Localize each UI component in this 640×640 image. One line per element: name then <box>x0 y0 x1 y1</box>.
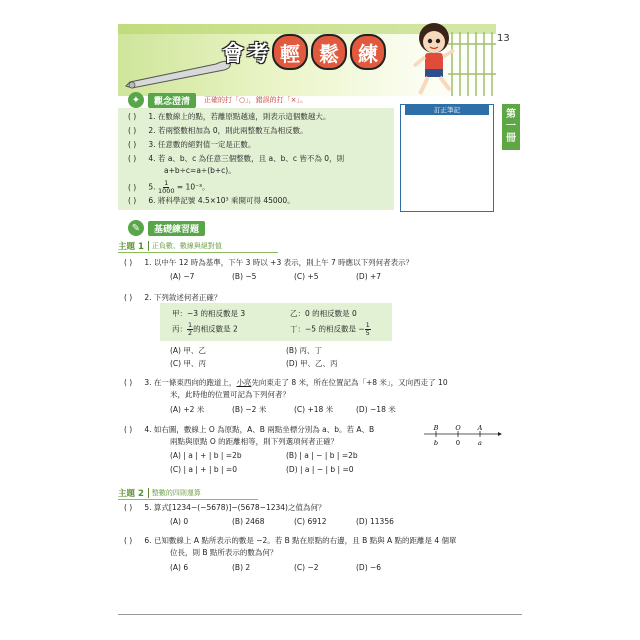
q1-option-a[interactable]: (A) −7 <box>170 272 195 281</box>
answer-paren[interactable]: ( ) <box>124 503 133 512</box>
concept-item-5: ( ) 5. $\frac{1}{1000}$ = 10⁻³。 <box>128 179 210 195</box>
answer-paren[interactable]: ( ) <box>124 378 133 387</box>
bottom-rule <box>118 614 522 615</box>
answer-paren[interactable]: ( ) <box>124 293 133 302</box>
page-number: 13 <box>497 33 510 44</box>
label-A: A <box>477 424 483 432</box>
question-3: ( ) 3. 在一條東西向的跑道上，小亮先向東走了 8 米，所在位置記為「+8 米」，又向西走了 10 <box>124 378 448 387</box>
correction-notes-box[interactable] <box>400 104 494 212</box>
q4-option-b[interactable]: (B) | a | − | b | =2b <box>286 451 358 460</box>
q1-options <box>170 272 418 281</box>
question-2: ( ) 2. 下列敘述何者正確？ <box>124 293 222 302</box>
q6-option-a[interactable]: (A) 6 <box>170 563 189 572</box>
answer-paren[interactable]: ( ) <box>128 182 137 192</box>
fraction: $\frac{1}{1000}$ <box>157 179 175 195</box>
q5-option-d[interactable]: (D) 11356 <box>356 517 394 526</box>
q4-options-row2 <box>170 465 402 474</box>
theme1-rule <box>118 252 278 253</box>
label-O: O <box>455 424 461 432</box>
theme2-rule <box>118 499 258 500</box>
correction-notes-label: 訂正筆記 <box>405 105 489 115</box>
q2-option-a[interactable]: (A) 甲、乙 <box>170 346 206 355</box>
q5-option-a[interactable]: (A) 0 <box>170 517 189 526</box>
q2-statement-bing: 丙： $\frac{1}{2}$ 的相反數是 2 <box>172 321 238 337</box>
label-0: 0 <box>455 439 461 447</box>
q5-option-c[interactable]: (C) 6912 <box>294 517 327 526</box>
concept-label: 觀念澄清 <box>148 93 196 108</box>
tab-char-1: 第 <box>506 109 516 120</box>
q6-option-c[interactable]: (C) −2 <box>294 563 319 572</box>
concept-item-1: ( ) 1. 在數線上的點，若離原點越遠，則表示這個數越大。 <box>128 112 331 121</box>
answer-paren[interactable]: ( ) <box>128 126 137 135</box>
q2-statement-jia: 甲：−3 的相反數是 3 <box>172 309 246 318</box>
q2-option-b[interactable]: (B) 丙、丁 <box>286 346 322 355</box>
concept-item-4: ( ) 4. 若 a、b、c 為任意三個整數，且 a、b、c 皆不為 0，則 <box>128 154 345 163</box>
q2-option-c[interactable]: (C) 甲、丙 <box>170 359 206 368</box>
q2-option-d[interactable]: (D) 甲、乙、丙 <box>286 359 338 368</box>
q6-option-b[interactable]: (B) 2 <box>232 563 251 572</box>
basic-section-header <box>128 220 205 236</box>
q4-options-row1 <box>170 451 402 460</box>
answer-paren[interactable]: ( ) <box>124 258 133 267</box>
concept-item-6: ( ) 6. 將科學記號 4.5×10³ 乘開可得 45000。 <box>128 196 295 205</box>
title-char-4: 鬆 <box>311 34 347 70</box>
question-1: ( ) 1. 以中午 12 時為基準，下午 3 時以 +3 表示，則上午 7 時應以下列何者表示？ <box>124 258 414 267</box>
volume-tab <box>502 104 520 150</box>
label-B: B <box>433 424 439 432</box>
q3-option-d[interactable]: (D) −18 米 <box>356 405 396 414</box>
label-b: b <box>433 439 439 447</box>
concept-section-header <box>128 92 307 108</box>
tab-char-3: 冊 <box>506 133 516 144</box>
title-char-2: 考 <box>247 41 270 67</box>
q2-statement-yi: 乙：0 的相反數是 0 <box>290 309 357 318</box>
basic-label: 基礎練習題 <box>148 221 205 236</box>
theme1-header: 主題 1 正負數、數線與絕對值 <box>118 242 222 252</box>
answer-paren[interactable]: ( ) <box>128 112 137 121</box>
lightbulb-icon: ✦ <box>128 92 144 108</box>
answer-paren[interactable]: ( ) <box>128 140 137 149</box>
question-4: ( ) 4. 如右圖，數線上 O 為原點，A、B 兩點坐標分別為 a、b。若 A、B <box>124 425 375 434</box>
q3-option-a[interactable]: (A) +2 米 <box>170 405 205 414</box>
answer-paren[interactable]: ( ) <box>128 154 137 163</box>
tab-char-2: 一 <box>506 121 516 132</box>
q5-option-b[interactable]: (B) 2468 <box>232 517 265 526</box>
q1-option-c[interactable]: (C) +5 <box>294 272 319 281</box>
page-title <box>222 34 386 70</box>
q5-options <box>170 517 418 526</box>
title-char-3: 輕 <box>272 34 308 70</box>
q4-option-c[interactable]: (C) | a | + | b | =0 <box>170 465 237 474</box>
concept-instruction: 正確的打「○」，錯誤的打「×」。 <box>204 96 307 104</box>
q1-option-d[interactable]: (D) +7 <box>356 272 382 281</box>
q4-option-a[interactable]: (A) | a | + | b | =2b <box>170 451 242 460</box>
question-3-cont: 米，此時他的位置可記為下列何者？ <box>170 390 290 399</box>
q2-options-row1 <box>170 345 402 356</box>
q1-option-b[interactable]: (B) −5 <box>232 272 257 281</box>
label-a: a <box>478 439 482 447</box>
question-5: ( ) 5. 算式[1234−(−5678)]−(5678−1234)之值為何？ <box>124 503 326 512</box>
q4-option-d[interactable]: (D) | a | − | b | =0 <box>286 465 354 474</box>
answer-paren[interactable]: ( ) <box>124 536 133 545</box>
q3-options <box>170 404 418 415</box>
pencil-icon: ✎ <box>128 220 144 236</box>
title-char-1: 會 <box>222 41 245 67</box>
number-line-figure <box>422 424 502 448</box>
concept-item-2: ( ) 2. 若兩整數相加為 0，則此兩整數互為相反數。 <box>128 126 308 135</box>
runner-girl-illustration <box>406 20 466 100</box>
question-6-cont: 位長，則 B 點所表示的數為何？ <box>170 548 278 557</box>
question-4-cont: 兩點與原點 O 的距離相等，則下列選項何者正確？ <box>170 437 339 446</box>
q6-options <box>170 563 418 572</box>
answer-paren[interactable]: ( ) <box>128 196 137 205</box>
answer-paren[interactable]: ( ) <box>124 425 133 434</box>
concept-item-3: ( ) 3. 任意數的絕對值一定是正數。 <box>128 140 256 149</box>
q2-options-row2 <box>170 358 402 369</box>
title-char-5: 練 <box>350 34 386 70</box>
q6-option-d[interactable]: (D) −6 <box>356 563 382 572</box>
q3-option-c[interactable]: (C) +18 米 <box>294 405 334 414</box>
q2-statement-ding: 丁：−5 的相反數是 − $\frac{1}{5}$ <box>290 321 370 337</box>
theme2-header: 主題 2 整數的四則運算 <box>118 489 201 499</box>
concept-item-4-cont: a+b÷c=a÷(b+c)。 <box>164 166 236 175</box>
question-6: ( ) 6. 已知數線上 A 點所表示的數是 −2。若 B 點在原點的右邊，且 B 點與 A 點的距離是 4 個單 <box>124 536 457 545</box>
q3-option-b[interactable]: (B) −2 米 <box>232 405 267 414</box>
